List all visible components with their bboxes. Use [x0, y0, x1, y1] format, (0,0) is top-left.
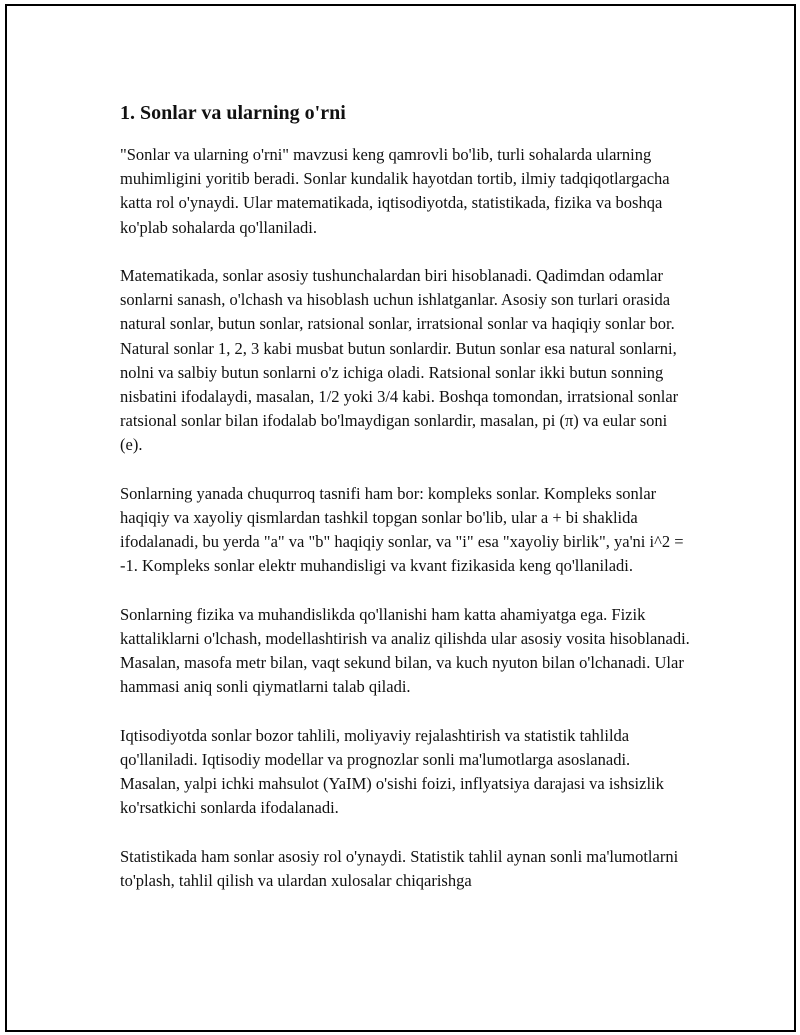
paragraph-statistics: Statistikada ham sonlar asosiy rol o'ynaydi. Statistik tahlil aynan sonli ma'lumotlarni to'plash, tahlil qilish va ulardan xulosalar chiqarishga [120, 846, 679, 891]
paragraph-economics: Iqtisodiyotda sonlar bozor tahlili, moliyaviy rejalashtirish va statistik tahlilda qo'llaniladi. Iqtisodiy modellar va prognozlar sonli ma'lumotlarga asoslanadi. Masalan, yalpi ichki mahsulot (YaIM) o'sishi foizi, inflyatsiya darajasi va ishsizlik ko'rsatkichi sonlarda ifodalanadi. [120, 725, 664, 818]
paragraph-physics: Sonlarning fizika va muhandislikda qo'llanishi ham katta ahamiyatga ega. Fizik kattaliklarni o'lchash, modellashtirish va analiz qilishda ular asosiy vosita hisoblanadi. Masalan, masofa metr bilan, vaqt sekund bilan, va kuch nyuton bilan o'lchanadi. Ular hammasi aniq sonli qiymatlarni talab qiladi. [120, 604, 690, 697]
document-body [120, 99, 690, 917]
section-heading: 1. Sonlar va ularning o'rni [120, 102, 346, 124]
paragraph-mathematics: Matematikada, sonlar asosiy tushunchalardan biri hisoblanadi. Qadimdan odamlar sonlarni sanash, o'lchash va hisoblash uchun ishlatganlar. Asosiy son turlari orasida natural sonlar, butun sonlar, ratsional sonlar, irratsional sonlar va haqiqiy sonlar bor. Natural sonlar 1, 2, 3 kabi musbat butun sonlardir. Butun sonlar esa natural sonlarni, nolni va salbiy butun sonlarni o'z ichiga oladi. Ratsional sonlar ikki butun sonning nisbatini ifodalaydi, masalan, 1/2 yoki 3/4 kabi. Boshqa tomondan, irratsional sonlar ratsional sonlar bilan ifodalab bo'lmaydigan sonlardir, masalan, pi (π) va eular soni (e). [120, 266, 679, 455]
page-frame [5, 4, 796, 1032]
paragraph-complex-numbers: Sonlarning yanada chuqurroq tasnifi ham bor: kompleks sonlar. Kompleks sonlar haqiqiy va xayoliy qismlardan tashkil topgan sonlar bo'lib, ular a + bi shaklida ifodalanadi, bu yerda "a" va "b" haqiqiy sonlar, va "i" esa "xayoliy birlik", ya'ni i^2 = -1. Kompleks sonlar elektr muhandisligi va kvant fizikasida keng qo'llaniladi. [120, 483, 684, 576]
paragraph-intro: "Sonlar va ularning o'rni" mavzusi keng qamrovli bo'lib, turli sohalarda ularning muhimligini yoritib beradi. Sonlar kundalik hayotdan tortib, ilmiy tadqiqotlargacha katta rol o'ynaydi. Ular matematikada, iqtisodiyotda, statistikada, fizika va boshqa ko'plab sohalarda qo'llaniladi. [120, 145, 670, 237]
